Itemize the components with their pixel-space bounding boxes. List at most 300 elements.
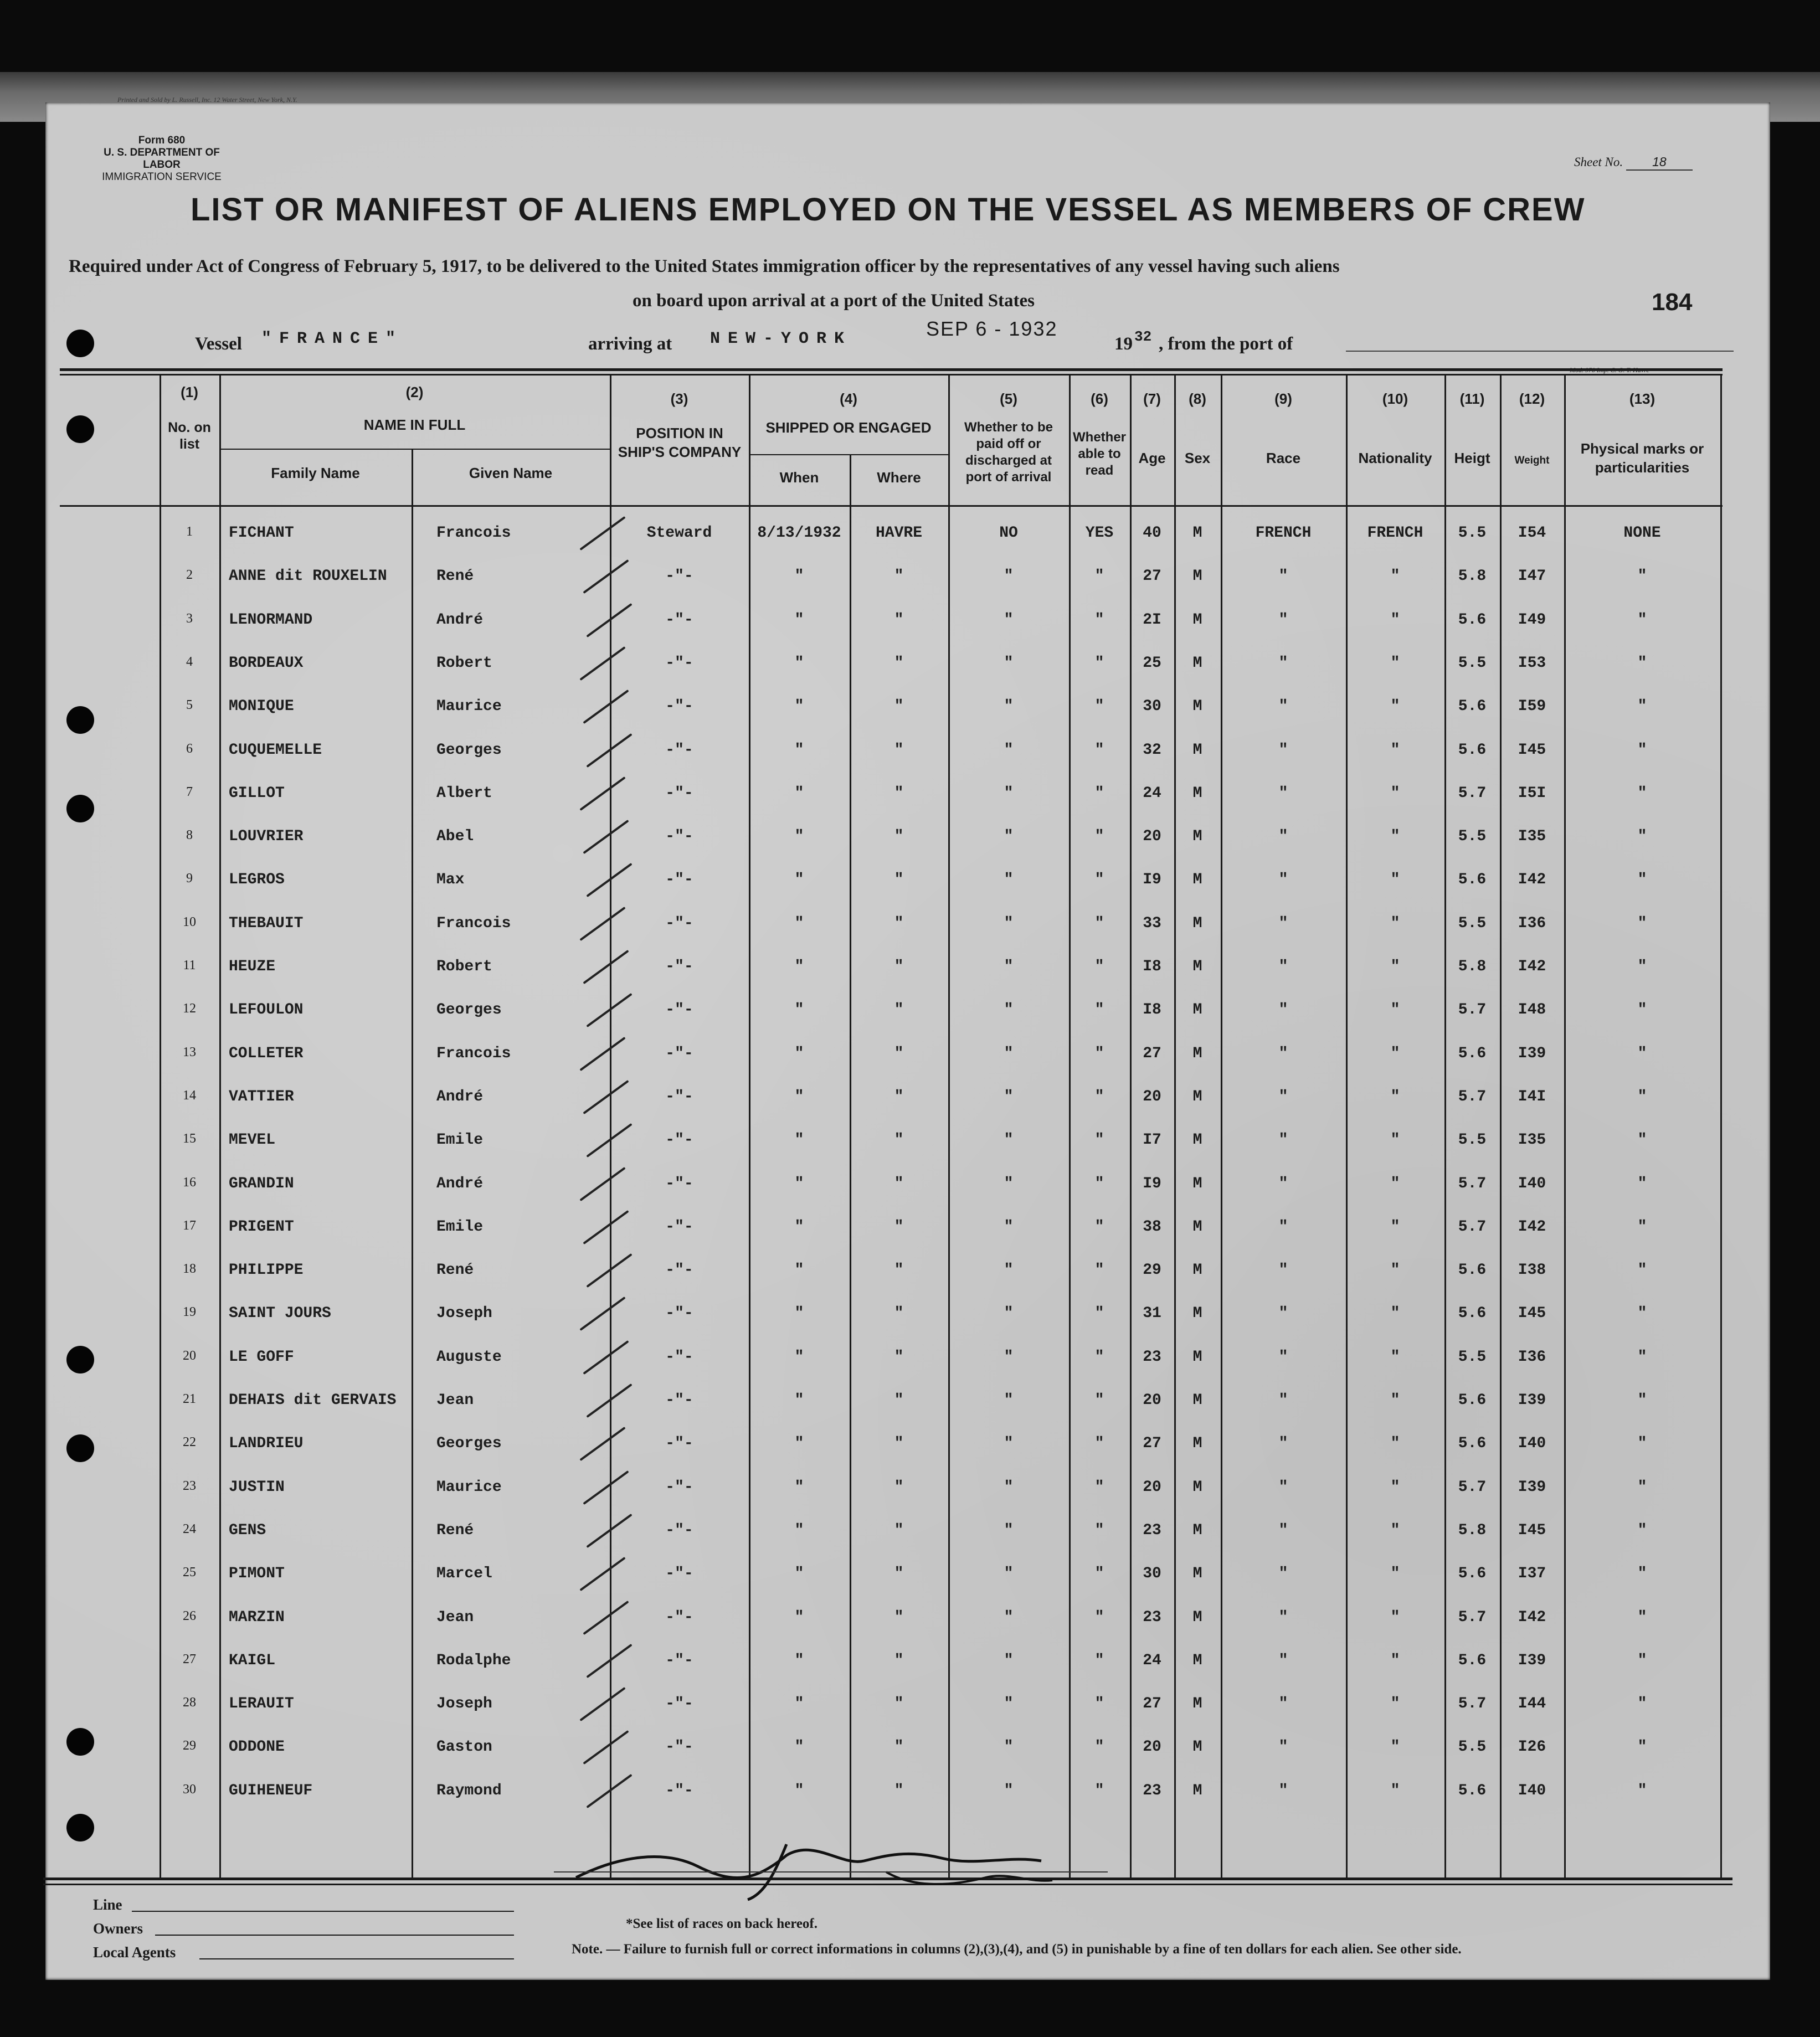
shipped-when: ": [794, 568, 804, 585]
race: ": [1278, 1131, 1288, 1149]
weight: I40: [1518, 1782, 1546, 1799]
physical-marks: ": [1637, 1305, 1647, 1323]
table-row: [60, 1249, 1723, 1293]
physical-marks: ": [1637, 1435, 1647, 1453]
race: ": [1278, 1045, 1288, 1062]
vessel-name: "FRANCE": [261, 330, 404, 348]
row-number: 29: [183, 1738, 196, 1753]
weight: I5I: [1518, 784, 1546, 802]
row-number: 15: [183, 1131, 196, 1146]
height: 5.6: [1458, 611, 1487, 629]
position: -"-: [665, 1088, 693, 1105]
weight: I40: [1518, 1435, 1546, 1453]
height: 5.5: [1458, 1131, 1487, 1149]
nationality: ": [1390, 1478, 1400, 1496]
owners-label: Owners: [93, 1920, 143, 1937]
table-top-rule-2: [60, 374, 1723, 375]
sex: M: [1192, 698, 1202, 716]
sheet-number: [1574, 155, 1693, 171]
physical-marks: ": [1637, 1478, 1647, 1496]
height: 5.5: [1458, 1348, 1487, 1366]
table-row: [60, 729, 1723, 773]
col6-number: (6): [1091, 390, 1108, 407]
weight: I59: [1518, 698, 1546, 716]
paid-off: ": [1004, 698, 1014, 716]
age: 24: [1143, 784, 1161, 802]
position: -"-: [665, 828, 693, 846]
paid-off: ": [1004, 568, 1014, 585]
subtitle-line1: Required under Act of Congress of February 5, 1917, to be delivered to the United States immigration officer by the representatives of any vessel having such aliens: [69, 256, 1340, 276]
shipped-where: ": [894, 1695, 904, 1713]
family-name: MEVEL: [229, 1131, 276, 1149]
nationality: ": [1390, 828, 1400, 846]
nationality: ": [1390, 1392, 1400, 1409]
shipped-where: ": [894, 1131, 904, 1149]
form-service: IMMIGRATION SERVICE: [102, 171, 222, 183]
sex: M: [1192, 1175, 1202, 1192]
sex: M: [1192, 568, 1202, 585]
col4b-header: Where: [877, 469, 921, 486]
row-number: 7: [186, 784, 193, 799]
penalty-note: Note. — Failure to furnish full or correct informations in columns (2),(3),(4), and (5) in punishable by a fine of ten dollars for each alien. See other side.: [572, 1942, 1462, 1957]
paid-off: ": [1004, 1001, 1014, 1019]
able-to-read: ": [1094, 1435, 1104, 1453]
shipped-where: ": [894, 828, 904, 846]
able-to-read: ": [1094, 654, 1104, 672]
weight: I39: [1518, 1045, 1546, 1062]
shipped-when: ": [794, 914, 804, 932]
age: 40: [1143, 524, 1161, 542]
sex: M: [1192, 1131, 1202, 1149]
age: 20: [1143, 1478, 1161, 1496]
shipped-when: ": [794, 1348, 804, 1366]
physical-marks: ": [1637, 568, 1647, 585]
position: -"-: [665, 1001, 693, 1019]
height: 5.8: [1458, 1521, 1487, 1539]
family-name: MONIQUE: [229, 698, 294, 716]
age: 33: [1143, 914, 1161, 932]
table-row: [60, 859, 1723, 902]
shipped-where: ": [894, 1782, 904, 1799]
sheet-value: 18: [1626, 155, 1693, 171]
paid-off: ": [1004, 1738, 1014, 1756]
age: 23: [1143, 1521, 1161, 1539]
col5-number: (5): [1000, 390, 1017, 407]
nationality: ": [1390, 568, 1400, 585]
position: -"-: [665, 611, 693, 629]
weight: I35: [1518, 828, 1546, 846]
family-name: MARZIN: [229, 1608, 285, 1626]
table-row: [60, 1423, 1723, 1466]
age: 23: [1143, 1608, 1161, 1626]
paid-off: ": [1004, 1218, 1014, 1236]
race: ": [1278, 1218, 1288, 1236]
age: 30: [1143, 698, 1161, 716]
able-to-read: ": [1094, 1478, 1104, 1496]
row-number: 12: [183, 1001, 196, 1016]
given-name: André: [436, 1088, 484, 1105]
family-name: LOUVRIER: [229, 828, 304, 846]
race: FRENCH: [1255, 524, 1312, 542]
shipped-when: ": [794, 1652, 804, 1669]
given-name: René: [436, 1521, 474, 1539]
able-to-read: ": [1094, 741, 1104, 759]
col9-number: (9): [1274, 390, 1292, 407]
height: 5.5: [1458, 828, 1487, 846]
table-row: [60, 946, 1723, 989]
height: 5.6: [1458, 1652, 1487, 1669]
height: 5.5: [1458, 654, 1487, 672]
family-name: HEUZE: [229, 958, 276, 975]
position: -"-: [665, 958, 693, 975]
sex: M: [1192, 1262, 1202, 1279]
family-name: FICHANT: [229, 524, 294, 542]
nationality: ": [1390, 1131, 1400, 1149]
row-number: 20: [183, 1348, 196, 1363]
paid-off: ": [1004, 1305, 1014, 1323]
age: 25: [1143, 654, 1161, 672]
vessel-label: Vessel: [195, 334, 242, 354]
shipped-where: ": [894, 698, 904, 716]
shipped-when: ": [794, 1435, 804, 1453]
position: -"-: [665, 1045, 693, 1062]
paid-off: ": [1004, 1045, 1014, 1062]
shipped-where: ": [894, 1305, 904, 1323]
shipped-when: ": [794, 1088, 804, 1105]
nationality: ": [1390, 1305, 1400, 1323]
signature: [554, 1833, 1130, 1911]
nationality: ": [1390, 1088, 1400, 1105]
able-to-read: ": [1094, 1608, 1104, 1626]
race: ": [1278, 611, 1288, 629]
able-to-read: ": [1094, 1262, 1104, 1279]
race: ": [1278, 1088, 1288, 1105]
shipped-where: ": [894, 1348, 904, 1366]
local-agents-field: [199, 1958, 514, 1959]
age: I7: [1143, 1131, 1161, 1149]
height: 5.5: [1458, 524, 1487, 542]
position: -"-: [665, 1565, 693, 1583]
name-subheader-rule: [219, 449, 610, 450]
given-name: André: [436, 611, 484, 629]
position: -"-: [665, 568, 693, 585]
paid-off: ": [1004, 1478, 1014, 1496]
sex: M: [1192, 1738, 1202, 1756]
shipped-where: ": [894, 1045, 904, 1062]
able-to-read: ": [1094, 828, 1104, 846]
given-name: René: [436, 1262, 474, 1279]
family-name: ODDONE: [229, 1738, 285, 1756]
position: -"-: [665, 1738, 693, 1756]
year-suffix: 32: [1134, 328, 1152, 345]
able-to-read: ": [1094, 1305, 1104, 1323]
weight: I26: [1518, 1738, 1546, 1756]
shipped-when: ": [794, 828, 804, 846]
height: 5.7: [1458, 1478, 1487, 1496]
form-number: Form 680: [138, 135, 186, 146]
row-number: 19: [183, 1305, 196, 1320]
age: 20: [1143, 1392, 1161, 1409]
paid-off: ": [1004, 611, 1014, 629]
shipped-when: ": [794, 1262, 804, 1279]
paid-off: ": [1004, 1088, 1014, 1105]
position: -"-: [665, 1782, 693, 1799]
nationality: ": [1390, 611, 1400, 629]
shipped-where: ": [894, 1478, 904, 1496]
position: -"-: [665, 1695, 693, 1713]
col8-number: (8): [1189, 390, 1206, 407]
col7-header: Age: [1138, 450, 1166, 466]
table-row: [60, 1293, 1723, 1336]
row-number: 13: [183, 1045, 196, 1059]
sex: M: [1192, 1218, 1202, 1236]
col8-header: Sex: [1184, 450, 1211, 466]
race: ": [1278, 1435, 1288, 1453]
height: 5.7: [1458, 1001, 1487, 1019]
shipped-where: HAVRE: [875, 524, 922, 542]
physical-marks: ": [1637, 1001, 1647, 1019]
given-name: Raymond: [436, 1782, 502, 1799]
table-row: [60, 816, 1723, 859]
given-name: André: [436, 1175, 484, 1192]
weight: I42: [1518, 871, 1546, 889]
nationality: ": [1390, 1001, 1400, 1019]
physical-marks: ": [1637, 1045, 1647, 1062]
col4-header: SHIPPED OR ENGAGED: [765, 419, 932, 436]
sex: M: [1192, 654, 1202, 672]
given-name: Francois: [436, 524, 511, 542]
table-row: [60, 1770, 1723, 1813]
paid-off: ": [1004, 741, 1014, 759]
row-number: 1: [186, 524, 193, 539]
position: -"-: [665, 1175, 693, 1192]
table-row: [60, 555, 1723, 599]
row-number: 22: [183, 1435, 196, 1450]
nationality: ": [1390, 1045, 1400, 1062]
page-number: 184: [1652, 289, 1693, 316]
weight: I37: [1518, 1565, 1546, 1583]
weight: I36: [1518, 1348, 1546, 1366]
table-row: [60, 642, 1723, 686]
height: 5.6: [1458, 1565, 1487, 1583]
height: 5.8: [1458, 958, 1487, 975]
sex: M: [1192, 871, 1202, 889]
form-block: [84, 135, 239, 183]
paid-off: ": [1004, 1175, 1014, 1192]
paid-off: ": [1004, 871, 1014, 889]
position: -"-: [665, 1131, 693, 1149]
weight: I39: [1518, 1652, 1546, 1669]
table-row: [60, 1467, 1723, 1510]
able-to-read: ": [1094, 611, 1104, 629]
shipped-where: ": [894, 1652, 904, 1669]
height: 5.6: [1458, 698, 1487, 716]
sex: M: [1192, 1001, 1202, 1019]
header-bottom-rule: [60, 505, 1723, 507]
shipped-where: ": [894, 958, 904, 975]
able-to-read: ": [1094, 1001, 1104, 1019]
family-name: KAIGL: [229, 1652, 276, 1669]
row-number: 4: [186, 654, 193, 669]
punch-hole: [66, 330, 94, 357]
physical-marks: ": [1637, 828, 1647, 846]
table-row: [60, 1163, 1723, 1206]
able-to-read: ": [1094, 1738, 1104, 1756]
race: ": [1278, 958, 1288, 975]
family-name: LE GOFF: [229, 1348, 294, 1366]
paid-off: ": [1004, 1392, 1014, 1409]
shipped-where: ": [894, 871, 904, 889]
physical-marks: ": [1637, 1565, 1647, 1583]
shipped-where: ": [894, 1175, 904, 1192]
sex: M: [1192, 1565, 1202, 1583]
shipped-where: ": [894, 1435, 904, 1453]
family-name: LERAUIT: [229, 1695, 294, 1713]
col2-number: (2): [405, 384, 424, 400]
nationality: ": [1390, 654, 1400, 672]
paid-off: ": [1004, 1262, 1014, 1279]
physical-marks: ": [1637, 1695, 1647, 1713]
shipped-where: ": [894, 1001, 904, 1019]
age: 2I: [1143, 611, 1161, 629]
table-row: [60, 903, 1723, 946]
col3-header: POSITION IN SHIP'S COMPANY: [618, 425, 742, 460]
physical-marks: ": [1637, 1218, 1647, 1236]
given-name: Georges: [436, 1001, 502, 1019]
position: -"-: [665, 1262, 693, 1279]
age: 27: [1143, 1695, 1161, 1713]
family-name: ANNE dit ROUXELIN: [229, 568, 387, 585]
race: ": [1278, 1305, 1288, 1323]
given-name: Joseph: [436, 1305, 492, 1323]
position: -"-: [665, 1305, 693, 1323]
nationality: ": [1390, 914, 1400, 932]
age: 20: [1143, 1088, 1161, 1105]
height: 5.6: [1458, 1305, 1487, 1323]
table-row: [60, 1510, 1723, 1553]
sex: M: [1192, 828, 1202, 846]
shipped-where: ": [894, 1088, 904, 1105]
able-to-read: ": [1094, 1521, 1104, 1539]
race: ": [1278, 1001, 1288, 1019]
height: 5.8: [1458, 568, 1487, 585]
physical-marks: ": [1637, 1262, 1647, 1279]
given-name: Abel: [436, 828, 474, 846]
physical-marks: ": [1637, 1088, 1647, 1105]
nationality: ": [1390, 1435, 1400, 1453]
family-name: PHILIPPE: [229, 1262, 304, 1279]
weight: I45: [1518, 1305, 1546, 1323]
table-row: [60, 1033, 1723, 1076]
table-row: [60, 599, 1723, 642]
position: -"-: [665, 1652, 693, 1669]
height: 5.5: [1458, 914, 1487, 932]
race: ": [1278, 1262, 1288, 1279]
position: -"-: [665, 654, 693, 672]
physical-marks: ": [1637, 1392, 1647, 1409]
row-number: 5: [186, 698, 193, 713]
shipped-where: ": [894, 784, 904, 802]
given-name: Jean: [436, 1608, 474, 1626]
physical-marks: ": [1637, 1131, 1647, 1149]
nationality: FRENCH: [1367, 524, 1423, 542]
paid-off: ": [1004, 1565, 1014, 1583]
shipped-where: ": [894, 1608, 904, 1626]
paid-off: ": [1004, 1782, 1014, 1799]
shipped-where: ": [894, 1218, 904, 1236]
height: 5.6: [1458, 741, 1487, 759]
age: 32: [1143, 741, 1161, 759]
age: 20: [1143, 1738, 1161, 1756]
age: I8: [1143, 1001, 1161, 1019]
race: ": [1278, 568, 1288, 585]
able-to-read: ": [1094, 871, 1104, 889]
age: 29: [1143, 1262, 1161, 1279]
able-to-read: ": [1094, 568, 1104, 585]
weight: I42: [1518, 1608, 1546, 1626]
race: ": [1278, 871, 1288, 889]
shipped-where: ": [894, 1565, 904, 1583]
height: 5.7: [1458, 1218, 1487, 1236]
physical-marks: ": [1637, 958, 1647, 975]
shipped-when: ": [794, 1305, 804, 1323]
height: 5.7: [1458, 1175, 1487, 1192]
height: 5.6: [1458, 1262, 1487, 1279]
shipped-when: ": [794, 654, 804, 672]
col12-header: Weight: [1514, 455, 1550, 466]
physical-marks: NONE: [1623, 524, 1661, 542]
row-number: 9: [186, 871, 193, 886]
line-field: [132, 1911, 514, 1912]
weight: I4I: [1518, 1088, 1546, 1105]
height: 5.6: [1458, 1435, 1487, 1453]
age: 27: [1143, 1045, 1161, 1062]
family-name: SAINT JOURS: [229, 1305, 331, 1323]
position: -"-: [665, 741, 693, 759]
able-to-read: ": [1094, 958, 1104, 975]
position: -"-: [665, 914, 693, 932]
given-name: Francois: [436, 914, 511, 932]
shipped-when: ": [794, 1001, 804, 1019]
row-number: 30: [183, 1782, 196, 1797]
table-row: [60, 1553, 1723, 1596]
shipped-when: ": [794, 1565, 804, 1583]
family-name: THEBAUIT: [229, 914, 304, 932]
weight: I42: [1518, 1218, 1546, 1236]
nationality: ": [1390, 871, 1400, 889]
given-name: Albert: [436, 784, 492, 802]
physical-marks: ": [1637, 1521, 1647, 1539]
sex: M: [1192, 1348, 1202, 1366]
given-name: Marcel: [436, 1565, 492, 1583]
subtitle-line2: on board upon arrival at a port of the United States: [633, 291, 1035, 311]
shipped-when: ": [794, 1738, 804, 1756]
age: 30: [1143, 1565, 1161, 1583]
col9-header: Race: [1266, 450, 1301, 466]
age: 31: [1143, 1305, 1161, 1323]
weight: I35: [1518, 1131, 1546, 1149]
page-title: LIST OR MANIFEST OF ALIENS EMPLOYED ON THE VESSEL AS MEMBERS OF CREW: [191, 192, 1586, 228]
table-row: [60, 1683, 1723, 1726]
shipped-where: ": [894, 1521, 904, 1539]
sex: M: [1192, 784, 1202, 802]
family-name: LEGROS: [229, 871, 285, 889]
physical-marks: ": [1637, 914, 1647, 932]
date-stamp: SEP 6 - 1932: [926, 317, 1058, 340]
paid-off: ": [1004, 1608, 1014, 1626]
able-to-read: ": [1094, 698, 1104, 716]
form-department: U. S. DEPARTMENT OF LABOR: [104, 147, 220, 171]
